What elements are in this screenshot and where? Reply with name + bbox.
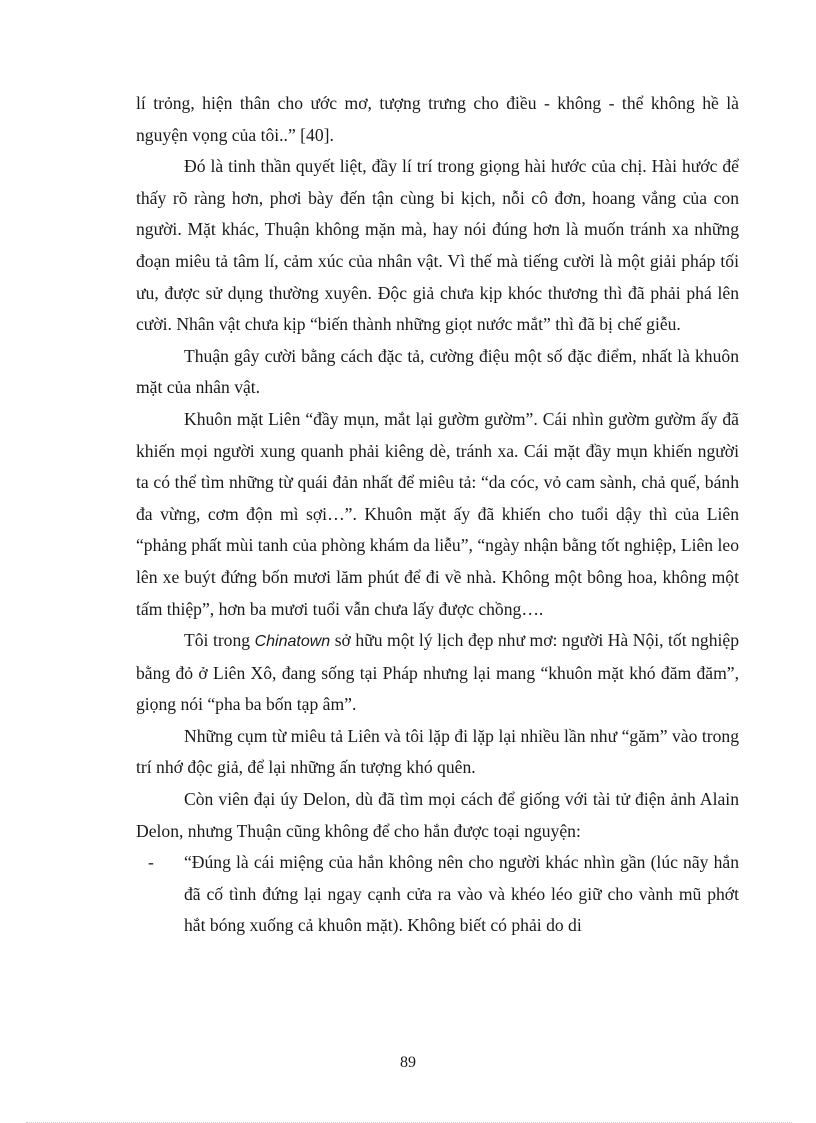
paragraph-humor-spirit: Đó là tinh thần quyết liệt, đầy lí trí trong giọng hài hước của chị. Hài hước để thấy rõ ràng hơn, phơi bày đến tận cùng bi kịch, nỗi cô đơn, hoang vắng của con người. Mặt khác, Thuận không mặn mà, hay nói đúng hơn là muốn tránh xa những đoạn miêu tả tâm lí, cảm xúc của nhân vật. Vì thế mà tiếng cười là một giải pháp tối ưu, được sử dụng thường xuyên. Độc giả chưa kịp khóc thương thì đã phải phá lên cười. Nhân vật chưa kịp “biến thành những giọt nước mắt” thì đã bị chế giễu.: [136, 156, 739, 335]
paragraph-exaggeration: Thuận gây cười bằng cách đặc tả, cường điệu một số đặc điểm, nhất là khuôn mặt của nhân vật.: [136, 345, 739, 398]
paragraph-delon: Còn viên đại úy Delon, dù đã tìm mọi cách để giống với tài tử điện ảnh Alain Delon, nhưng Thuận cũng không để cho hắn được toại nguyện:: [136, 789, 739, 841]
paragraph-quote-end: lí trỏng, hiện thân cho ước mơ, tượng trưng cho điều - không - thể không hề là nguyện vọng của tôi..” [40].: [136, 93, 739, 145]
page-number: 89: [400, 1054, 416, 1071]
list-bullet: -: [148, 852, 154, 873]
paragraph-lien-face: Khuôn mặt Liên “đầy mụn, mắt lại gườm gườm”. Cái nhìn gườm gườm ấy đã khiến mọi người xung quanh phải kiêng dè, tránh xa. Cái mặt đầy mụn khiến người ta có thể tìm những từ quái đản nhất để miêu tả: “da cóc, vỏ cam sành, chả quế, bánh đa vừng, cơm độn mì sợi…”. Khuôn mặt ấy đã khiến cho tuổi dậy thì của Liên “phảng phất mùi tanh của phòng khám da liễu”, “ngày nhận bằng tốt nghiệp, Liên leo lên xe buýt đứng bốn mươi lăm phút để đi về nhà. Không một bông hoa, không một tấm thiệp”, hơn ba mươi tuổi vẫn chưa lấy được chồng….: [136, 408, 739, 619]
chinatown-after: sở hữu một lý lịch đẹp như mơ: người Hà Nội, tốt nghiệp bằng đỏ ở Liên Xô, đang sống tại Pháp nhưng lại mang “khuôn mặt khó đăm đăm”, giọng nói “pha ba bốn tạp âm”.: [136, 630, 739, 715]
body-text: [136, 88, 739, 942]
quote-text: “Đúng là cái miệng của hắn không nên cho người khác nhìn gần (lúc nãy hắn đã cố tình đứng lại ngay cạnh cửa ra vào và khéo léo giữ cho vành mũ phớt hắt bóng xuống cả khuôn mặt). Không biết có phải do di: [184, 852, 739, 936]
paragraph-repeated-phrases: Những cụm từ miêu tả Liên và tôi lặp đi lặp lại nhiều lần như “găm” vào trong trí nhớ độc giả, để lại những ấn tượng khó quên.: [136, 725, 739, 778]
paragraph-chinatown: [136, 625, 739, 721]
quote-list-item: [136, 847, 739, 942]
chinatown-title: Chinatown: [254, 633, 331, 651]
chinatown-before: Tôi trong: [184, 630, 255, 651]
